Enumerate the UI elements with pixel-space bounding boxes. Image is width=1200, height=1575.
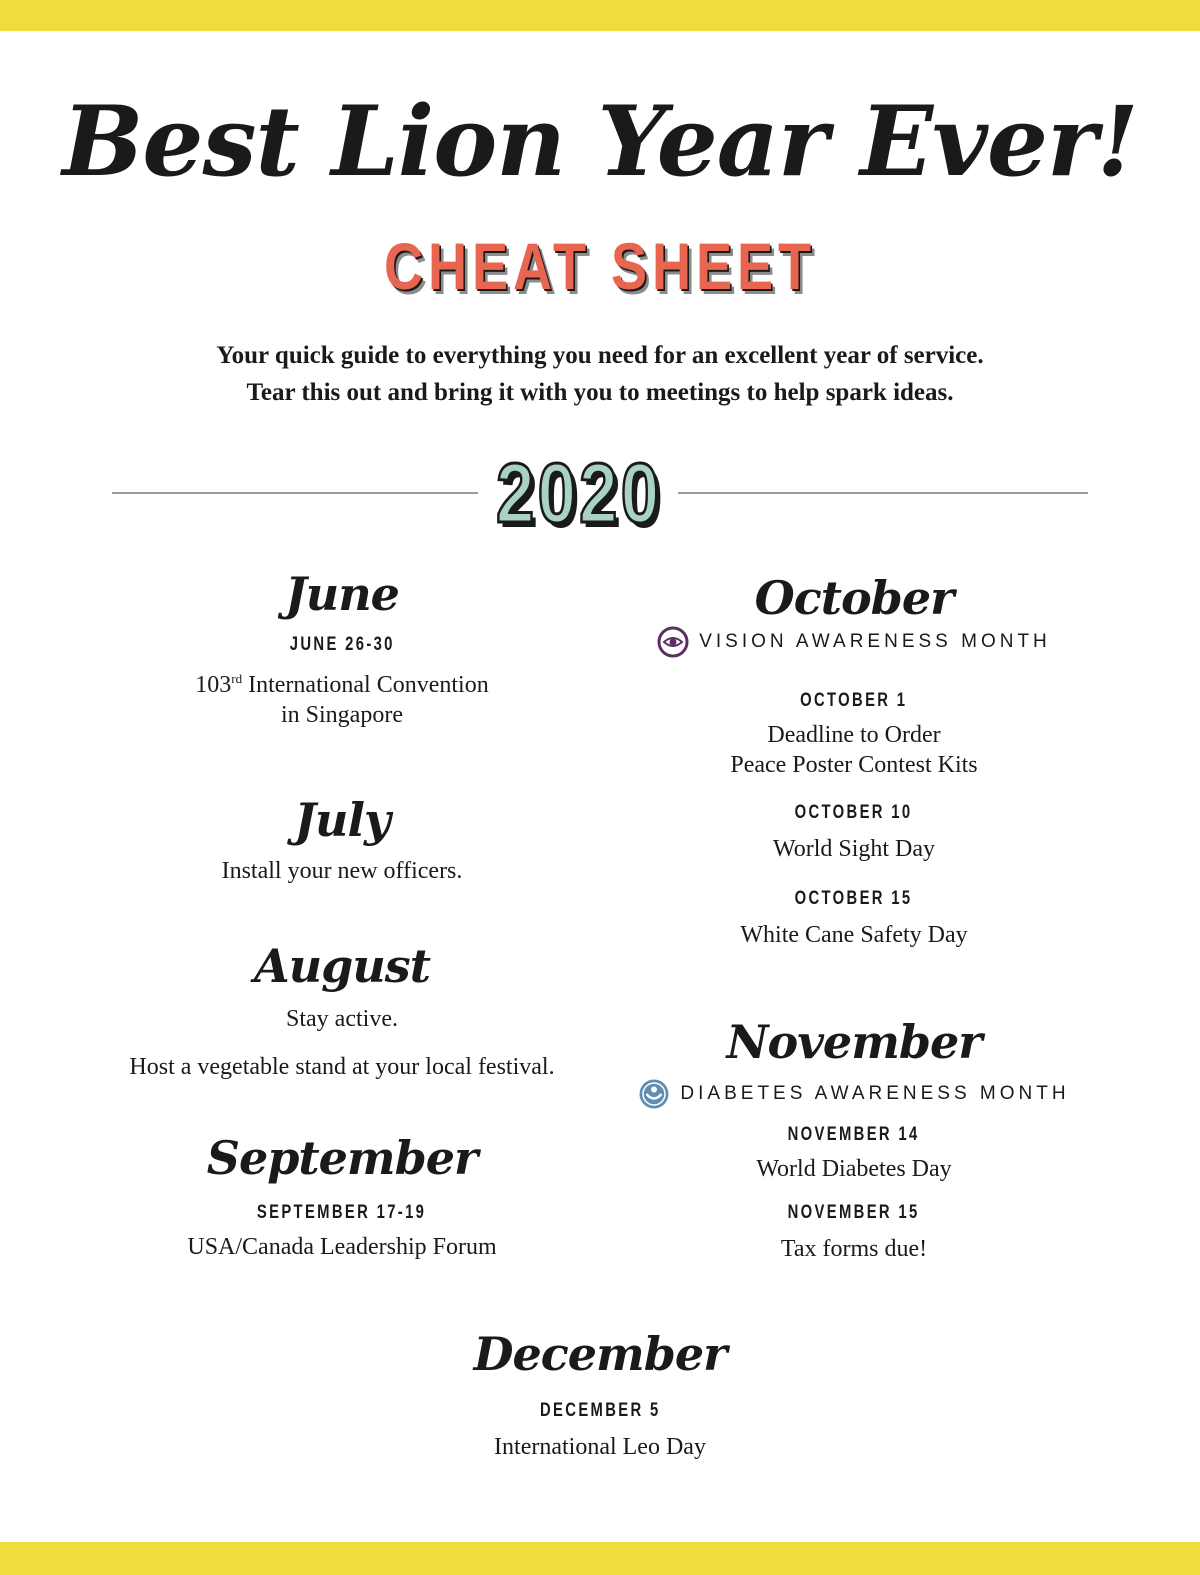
july-section (100, 792, 584, 886)
december-date: DECEMBER 5 (539, 1400, 661, 1421)
month-october: October (754, 571, 954, 625)
top-yellow-band (0, 0, 1200, 31)
june-event (100, 664, 584, 700)
october-section (604, 570, 1104, 950)
bottom-yellow-band (0, 1542, 1200, 1575)
october-1-event-line-1: Deadline to Order (767, 722, 941, 748)
october-1-date: OCTOBER 1 (800, 690, 908, 711)
september-date: SEPTEMBER 17-19 (257, 1202, 427, 1223)
october-15-date: OCTOBER 15 (795, 888, 913, 909)
page-title: Best Lion Year Ever! (62, 85, 1138, 198)
june-date: JUNE 26-30 (289, 634, 395, 655)
eye-icon (657, 626, 689, 658)
month-november: November (726, 1015, 982, 1069)
diabetes-icon (638, 1078, 670, 1110)
diabetes-awareness-label: DIABETES AWARENESS MONTH (680, 1083, 1070, 1104)
august-event-2: Host a vegetable stand at your local festival. (129, 1054, 555, 1080)
october-10-date: OCTOBER 10 (795, 802, 913, 823)
divider-right (678, 492, 1088, 494)
october-10-event: World Sight Day (772, 836, 936, 862)
december-event: International Leo Day (494, 1434, 706, 1460)
november-14-date: NOVEMBER 14 (788, 1124, 920, 1145)
november-14-event: World Diabetes Day (756, 1156, 952, 1182)
october-15-event: White Cane Safety Day (740, 922, 968, 948)
september-section (100, 1130, 584, 1262)
august-section (100, 938, 584, 1082)
november-15-event: Tax forms due! (780, 1236, 928, 1262)
intro-line-2: Tear this out and bring it with you to meetings to help spark ideas. (246, 379, 954, 406)
year-heading: 2020 (496, 446, 663, 540)
november-15-date: NOVEMBER 15 (788, 1202, 920, 1223)
cheat-sheet-heading: CHEAT SHEET (384, 229, 816, 303)
vision-awareness-label: VISION AWARENESS MONTH (699, 631, 1051, 652)
intro-line-1: Your quick guide to everything you need for an excellent year of service. (216, 342, 984, 369)
june-section (100, 566, 584, 730)
june-event-ordinal: rd (231, 671, 243, 686)
month-december: December (473, 1327, 727, 1381)
july-event: Install your new officers. (221, 858, 463, 884)
june-event-number: 103 (195, 672, 232, 698)
december-section (300, 1326, 900, 1462)
june-event-text: International Convention (242, 672, 489, 698)
june-event-line-2: in Singapore (281, 702, 403, 728)
vision-awareness (604, 626, 1104, 658)
september-event: USA/Canada Leadership Forum (187, 1234, 497, 1260)
intro-text (0, 337, 1200, 411)
august-event-1: Stay active. (286, 1006, 398, 1032)
october-1-event-line-2: Peace Poster Contest Kits (730, 752, 978, 778)
month-july: July (294, 793, 390, 847)
month-september: September (206, 1131, 478, 1185)
diabetes-awareness (604, 1078, 1104, 1110)
november-section (604, 1014, 1104, 1264)
month-august: August (254, 939, 430, 993)
divider-left (112, 492, 478, 494)
month-june: June (285, 567, 399, 621)
